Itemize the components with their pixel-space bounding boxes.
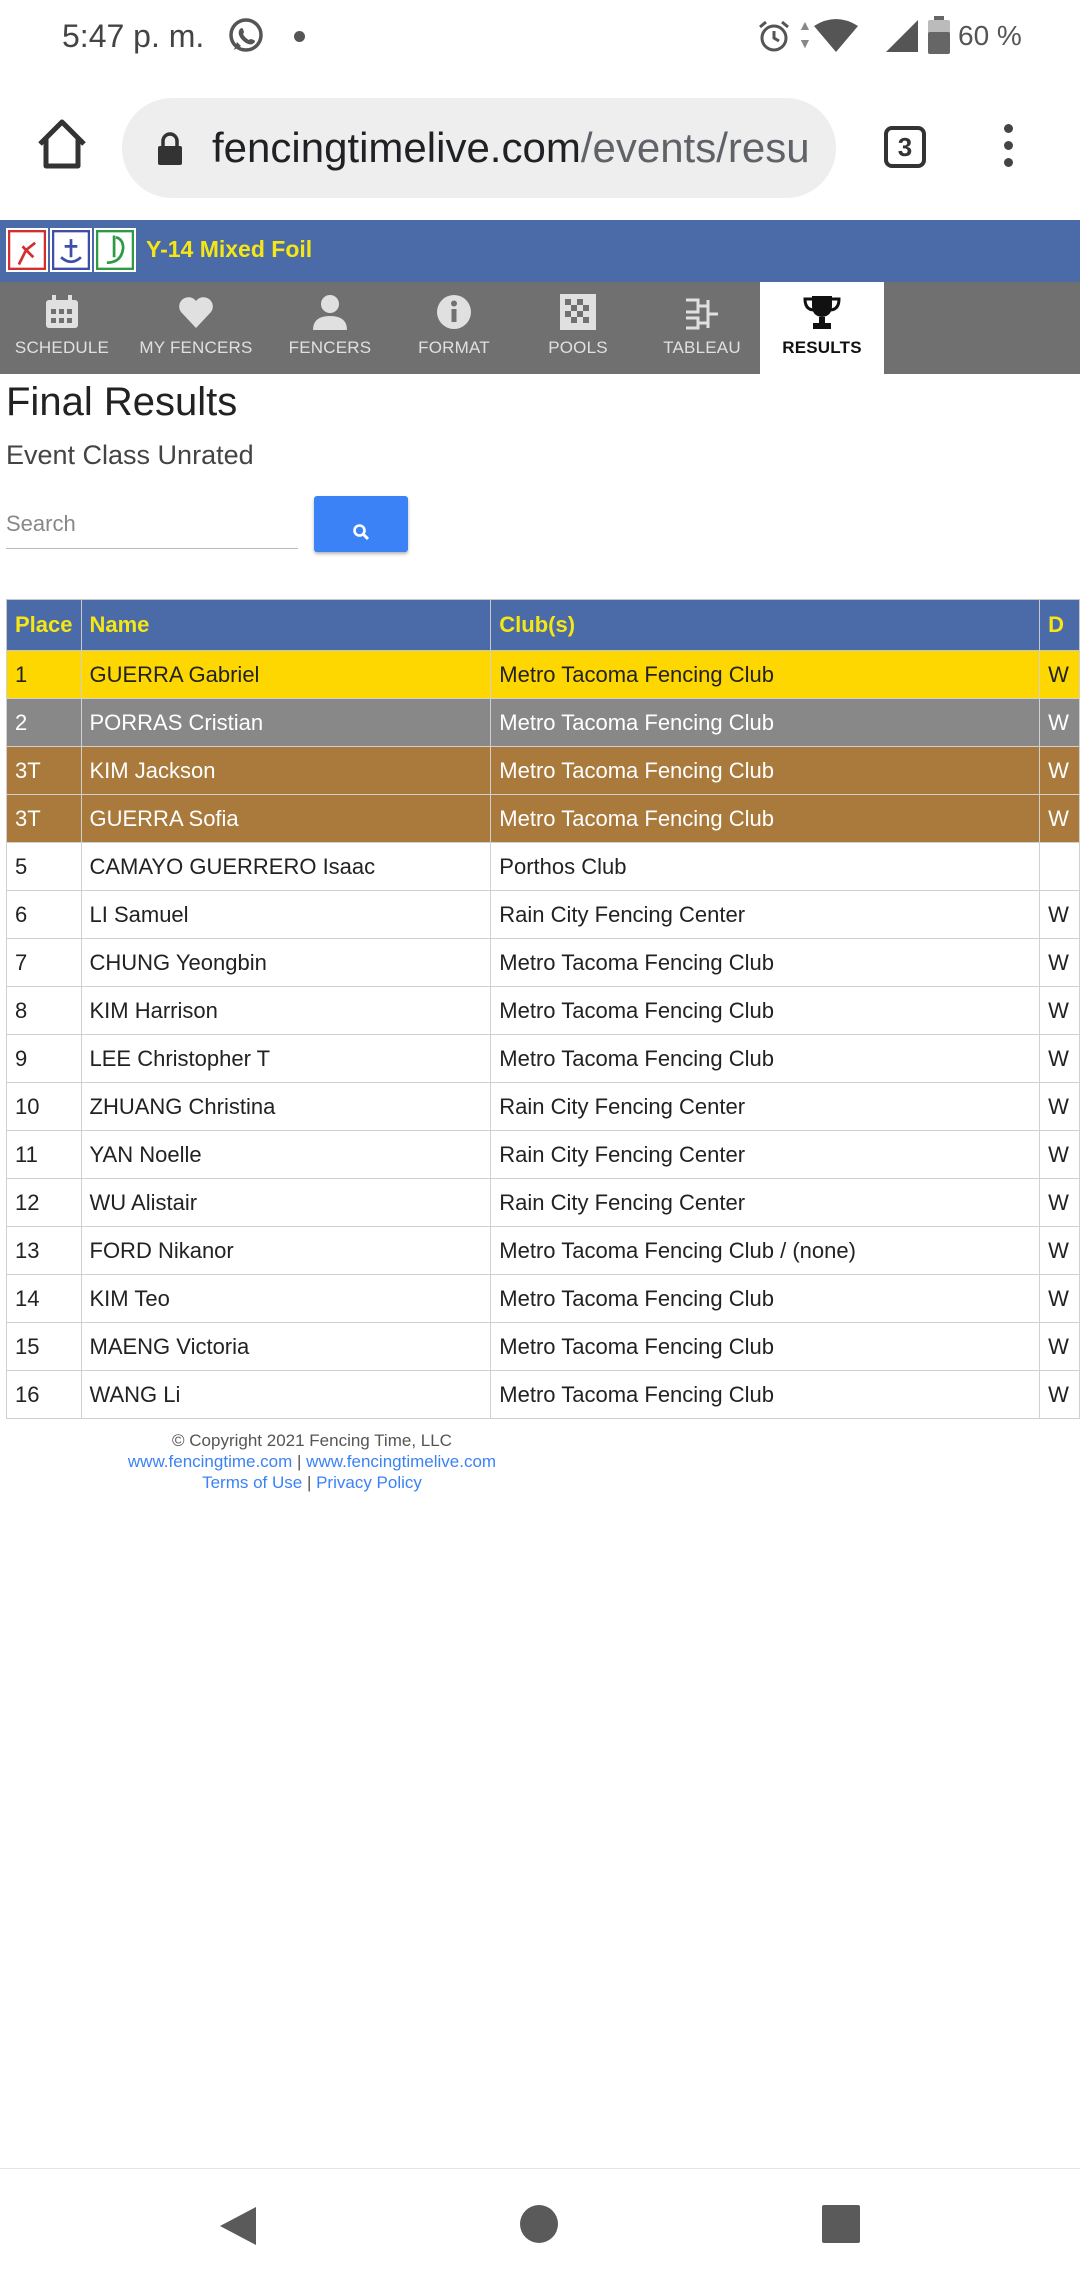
event-title: Y-14 Mixed Foil [146, 236, 313, 262]
division-cell: W [1040, 1275, 1080, 1323]
table-row[interactable] [7, 1323, 1080, 1371]
status-time: 5:47 p. m. [62, 18, 205, 54]
back-icon[interactable] [218, 2205, 258, 2247]
place-cell: 13 [7, 1227, 82, 1275]
name-cell: WANG Li [81, 1371, 491, 1419]
fencingtimelive-link[interactable]: www.fencingtimelive.com [306, 1452, 497, 1471]
division-cell [1040, 843, 1080, 891]
col-clubs[interactable]: Club(s) [491, 600, 1040, 651]
club-cell: Metro Tacoma Fencing Club [491, 1035, 1040, 1083]
status-bar [0, 0, 1080, 76]
division-cell: W [1040, 1083, 1080, 1131]
club-cell: Rain City Fencing Center [491, 891, 1040, 939]
division-cell: W [1040, 1179, 1080, 1227]
fencer-logo-red-icon [6, 228, 48, 272]
fencer-logo-blue-icon [50, 228, 92, 272]
table-row[interactable] [7, 651, 1080, 699]
place-cell: 3T [7, 795, 82, 843]
place-cell: 11 [7, 1131, 82, 1179]
place-cell: 10 [7, 1083, 82, 1131]
notification-dot [294, 31, 305, 42]
table-row[interactable] [7, 939, 1080, 987]
table-row[interactable] [7, 1035, 1080, 1083]
tab-fencers[interactable] [268, 282, 392, 374]
table-row[interactable] [7, 843, 1080, 891]
name-cell: PORRAS Cristian [81, 699, 491, 747]
place-cell: 14 [7, 1275, 82, 1323]
heart-icon [176, 292, 216, 332]
search-button[interactable] [314, 496, 408, 552]
tab-switcher-button[interactable]: 3 [884, 126, 926, 168]
club-cell: Metro Tacoma Fencing Club [491, 747, 1040, 795]
club-cell: Metro Tacoma Fencing Club [491, 1275, 1040, 1323]
division-cell: W [1040, 1131, 1080, 1179]
division-cell: W [1040, 1323, 1080, 1371]
club-cell: Metro Tacoma Fencing Club [491, 1371, 1040, 1419]
footer [0, 1430, 624, 1493]
col-place[interactable]: Place [7, 600, 82, 651]
name-cell: ZHUANG Christina [81, 1083, 491, 1131]
club-cell: Rain City Fencing Center [491, 1083, 1040, 1131]
overflow-menu-icon[interactable] [1000, 124, 1016, 174]
division-cell: W [1040, 1035, 1080, 1083]
table-row[interactable] [7, 1371, 1080, 1419]
place-cell: 9 [7, 1035, 82, 1083]
table-row[interactable] [7, 747, 1080, 795]
place-cell: 2 [7, 699, 82, 747]
club-cell: Metro Tacoma Fencing Club [491, 1323, 1040, 1371]
place-cell: 7 [7, 939, 82, 987]
name-cell: GUERRA Gabriel [81, 651, 491, 699]
division-cell: W [1040, 987, 1080, 1035]
browser-toolbar [0, 76, 1080, 220]
place-cell: 3T [7, 747, 82, 795]
footer-separator-2: | [302, 1473, 317, 1492]
place-cell: 8 [7, 987, 82, 1035]
recents-icon[interactable] [822, 2205, 860, 2243]
fencingtime-link[interactable]: www.fencingtime.com [127, 1452, 293, 1471]
name-cell: MAENG Victoria [81, 1323, 491, 1371]
lock-icon [156, 132, 184, 166]
url-host: fencingtimelive.com [212, 124, 581, 171]
club-cell: Metro Tacoma Fencing Club [491, 699, 1040, 747]
battery-icon [928, 16, 950, 54]
copyright: © Copyright 2021 Fencing Time, LLC [172, 1431, 452, 1450]
club-cell: Metro Tacoma Fencing Club [491, 651, 1040, 699]
tab-tableau-label: TABLEAU [663, 338, 741, 357]
tab-results-label: RESULTS [782, 338, 862, 357]
table-row[interactable] [7, 795, 1080, 843]
home-circle-icon[interactable] [520, 2205, 558, 2243]
home-icon[interactable] [34, 116, 90, 172]
fencer-logo-green-icon [94, 228, 136, 272]
page-title: Final Results [6, 380, 238, 424]
division-cell: W [1040, 1371, 1080, 1419]
tab-pools[interactable] [516, 282, 640, 374]
battery-percent: 60 % [958, 20, 1022, 51]
bracket-icon [682, 292, 722, 332]
signal-icon [884, 18, 920, 54]
search-icon [352, 523, 370, 541]
results-body [7, 651, 1080, 1419]
system-nav-bar [0, 2168, 1080, 2281]
name-cell: KIM Teo [81, 1275, 491, 1323]
name-cell: KIM Harrison [81, 987, 491, 1035]
name-cell: LI Samuel [81, 891, 491, 939]
url-path: /events/resu [580, 124, 810, 171]
club-cell: Metro Tacoma Fencing Club [491, 939, 1040, 987]
place-cell: 1 [7, 651, 82, 699]
table-header [7, 600, 1080, 651]
url-text [212, 124, 810, 172]
table-row[interactable] [7, 1275, 1080, 1323]
tab-my-fencers[interactable] [124, 282, 268, 374]
calendar-icon [42, 292, 82, 332]
person-icon [310, 292, 350, 332]
club-cell: Metro Tacoma Fencing Club [491, 795, 1040, 843]
whatsapp-icon [226, 16, 266, 56]
col-division[interactable]: D [1040, 600, 1080, 651]
tab-my-fencers-label: MY FENCERS [139, 338, 253, 357]
division-cell: W [1040, 699, 1080, 747]
footer-separator: | [292, 1452, 307, 1471]
data-activity-icon: ▲ ▼ [798, 17, 812, 51]
tab-fencers-label: FENCERS [288, 338, 372, 357]
name-cell: WU Alistair [81, 1179, 491, 1227]
alarm-icon [756, 18, 792, 54]
event-logos [6, 228, 136, 274]
grid-icon [558, 292, 598, 332]
results-table [6, 599, 1080, 1419]
division-cell: W [1040, 939, 1080, 987]
tab-schedule-label: SCHEDULE [14, 338, 110, 357]
event-class: Event Class Unrated [6, 440, 254, 470]
tab-results[interactable] [760, 282, 884, 374]
name-cell: KIM Jackson [81, 747, 491, 795]
place-cell: 12 [7, 1179, 82, 1227]
address-bar[interactable] [122, 98, 836, 198]
table-row[interactable] [7, 1179, 1080, 1227]
name-cell: CAMAYO GUERRERO Isaac [81, 843, 491, 891]
club-cell: Metro Tacoma Fencing Club / (none) [491, 1227, 1040, 1275]
name-cell: CHUNG Yeongbin [81, 939, 491, 987]
terms-link[interactable]: Terms of Use [202, 1473, 303, 1492]
table-row[interactable] [7, 891, 1080, 939]
table-row[interactable] [7, 1083, 1080, 1131]
tab-tableau[interactable] [640, 282, 764, 374]
division-cell: W [1040, 891, 1080, 939]
division-cell: W [1040, 795, 1080, 843]
event-nav [0, 282, 1080, 374]
table-row[interactable] [7, 699, 1080, 747]
name-cell: LEE Christopher T [81, 1035, 491, 1083]
club-cell: Porthos Club [491, 843, 1040, 891]
division-cell: W [1040, 1227, 1080, 1275]
place-cell: 5 [7, 843, 82, 891]
name-cell: FORD Nikanor [81, 1227, 491, 1275]
division-cell: W [1040, 747, 1080, 795]
name-cell: GUERRA Sofia [81, 795, 491, 843]
col-name[interactable]: Name [81, 600, 491, 651]
place-cell: 16 [7, 1371, 82, 1419]
club-cell: Rain City Fencing Center [491, 1131, 1040, 1179]
tab-format[interactable] [392, 282, 516, 374]
search-input[interactable] [6, 500, 298, 549]
place-cell: 6 [7, 891, 82, 939]
name-cell: YAN Noelle [81, 1131, 491, 1179]
table-row[interactable] [7, 987, 1080, 1035]
tab-schedule[interactable] [0, 282, 124, 374]
table-row[interactable] [7, 1227, 1080, 1275]
tab-pools-label: POOLS [548, 338, 608, 357]
table-row[interactable] [7, 1131, 1080, 1179]
privacy-link[interactable]: Privacy Policy [316, 1473, 422, 1492]
event-header [0, 220, 1080, 282]
tab-format-label: FORMAT [418, 338, 490, 357]
trophy-icon [802, 292, 842, 332]
info-icon [434, 292, 474, 332]
club-cell: Metro Tacoma Fencing Club [491, 987, 1040, 1035]
division-cell: W [1040, 651, 1080, 699]
place-cell: 15 [7, 1323, 82, 1371]
club-cell: Rain City Fencing Center [491, 1179, 1040, 1227]
wifi-icon [812, 18, 860, 54]
